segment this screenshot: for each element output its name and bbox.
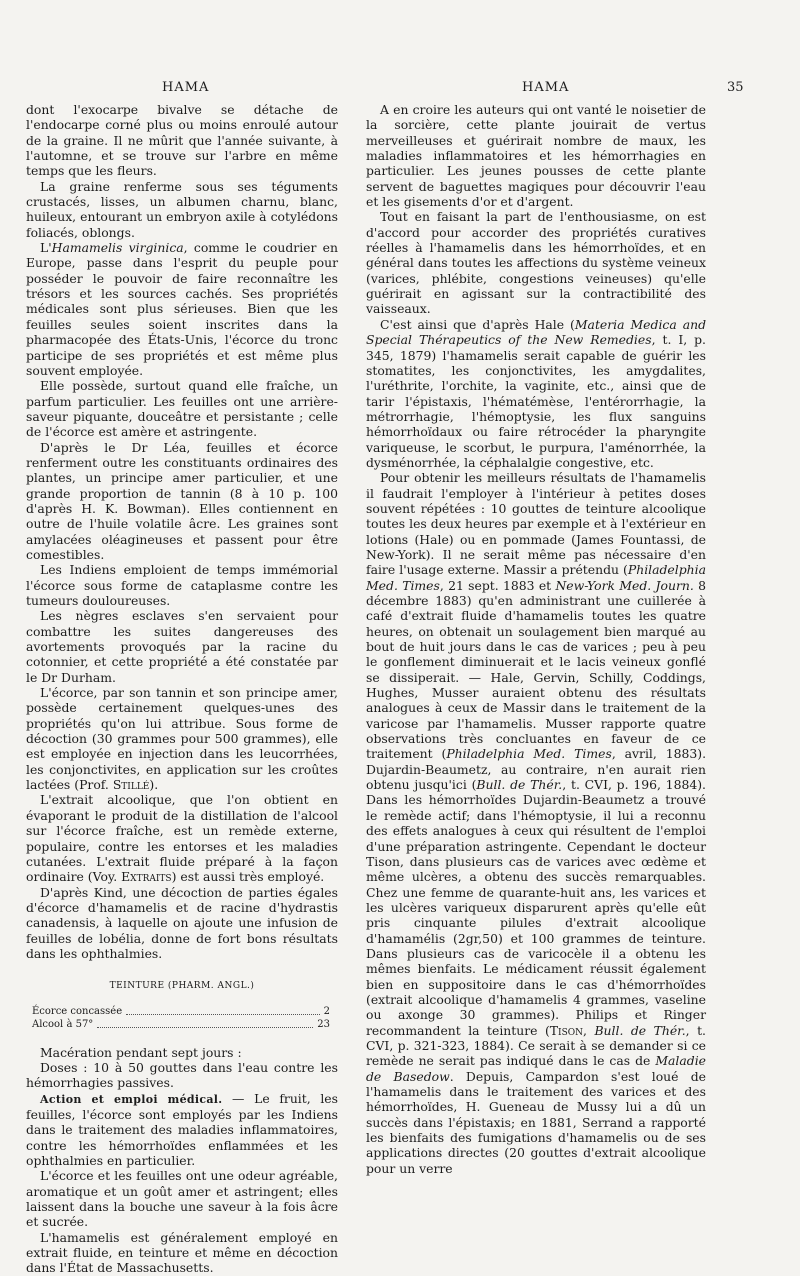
text-run: L'extrait alcoolique, que l'on obtient en évaporant le produit de la distillation de l'alcool sur l'écorce fraîche, est un remède externe, populaire, contre les entorses et les maladies cutanées. L'extrait fluide préparé à la façon ordinaire (Voy. xyxy=(26,792,338,885)
text-run: , t. CVI, p. 321-323, 1884). Ce serait à se demander si ce remède ne serait pas indiqué dans le cas de xyxy=(366,1022,706,1069)
paragraph xyxy=(26,685,338,792)
citation-title: New-York Med. Journ. xyxy=(555,577,694,593)
text-run: C'est ainsi que d'après Hale ( xyxy=(380,316,575,332)
author-name: Tison xyxy=(549,1022,584,1038)
citation-title: Philadelphia Med. Times xyxy=(446,746,612,762)
spacer xyxy=(26,1031,338,1045)
disease-name: Maladie de Basedow xyxy=(366,1053,706,1084)
paragraph: Les Indiens emploient de temps immémorial l'écorce sous forme de cataplasme contre les tumeurs douloureuses. xyxy=(26,562,338,608)
paragraph: Les nègres esclaves s'en servaient pour combattre les suites dangereuses des avortements provoqués par la racine du cotonnier, et cette propriété a été constatée par le Dr Durham. xyxy=(26,608,338,685)
author-name: Stillé xyxy=(112,777,150,793)
text-run: , t. I, p. 345, 1879) l'hamamelis serait capable de guérir les stomatites, les conjonctivites, les amygdalites, l'uréthrite, l'orchite, la vaginite, etc., ainsi que de tarir l'épistaxis, l'hématémèse, l'entérorrhagie, la métrorrhagie, l'hémoptysie, les flux sanguins hémorrhoïdaux ou faire rétrocéder la pharyngite variqueuse, le scorbut, le purpura, l'aménorrhée, la dysménorrhée, la céphalalgie congestive, etc. xyxy=(366,332,706,470)
paragraph xyxy=(366,317,706,470)
paragraph xyxy=(26,1091,338,1169)
paragraph: La graine renferme sous ses téguments crustacés, lisses, un albumen charnu, blanc, huileux, entourant un embryon axile à cotylédons foliacés, oblongs. xyxy=(26,178,338,240)
citation-title: Philadelphia Med. Times xyxy=(366,562,706,593)
running-head-right: HAMA xyxy=(522,80,570,95)
recipe-quantity: 23 xyxy=(317,1018,330,1030)
species-name: Hamamelis virginica xyxy=(51,240,184,256)
section-heading: Action et emploi médical. xyxy=(40,1092,223,1106)
text-run: , 21 sept. 1883 et xyxy=(439,577,556,593)
recipe-quantity: 2 xyxy=(323,1005,330,1017)
text-run: L'écorce, par son tannin et son principe amer, possède certainement quelques-unes des propriétés qu'on lui attribue. Sous forme de décoction (30 grammes pour 500 grammes), elle est employée en injection dans les leucorrhées, les conjonctivites, en application sur les croûtes lactées (Prof. xyxy=(26,685,338,793)
paragraph: D'après le Dr Léa, feuilles et écorce renferment outre les constituants ordinaires des plantes, un principe amer particulier, et une grande proportion de tannin (8 à 10 p. 100 d'après H. K. Bowman). Elles contiennent en outre de l'huile volatile âcre. Les graines sont amylacées oléagineuses et passent pour être comestibles. xyxy=(26,439,338,562)
text-run: ) est aussi très employé. xyxy=(171,869,325,885)
paragraph: L'hamamelis est généralement employé en extrait fluide, en teinture et même en décoction dans l'État de Massachusetts. xyxy=(26,1229,338,1276)
recipe-title: TEINTURE (PHARM. ANGL.) xyxy=(109,981,255,992)
text-run: , t. CVI, p. 196, 1884). Dans les hémorrhoïdes Dujardin-Beaumetz a trouvé le remède actif; dans l'hémoptysie, il lui a reconnu des effets analogues à ceux qui résultent de l'emploi d'une préparation astringente. Cependant le docteur Tison, dans plusieurs cas de varices avec œdème et même ulcères, a obtenu des succès remarquables. Chez une femme de quarante-huit ans, les varices et les ulcères variqueux disparurent après qu'elle eût pris cinquante pilules d'extrait alcoolique d'hamamélis (2gr,50) et 100 grammes de teinture. Dans plusieurs cas de varicocèle il a obtenu les mêmes bienfaits. Le médicament réussit également bien en suppositoire dans le cas d'hémorrhoïdes (extrait alcoolique d'hamamelis 4 grammes, vaseline ou axonge 30 grammes). Philips et Ringer recommandent la teinture ( xyxy=(366,777,706,1038)
text-run: , xyxy=(583,1022,595,1038)
paragraph: D'après Kind, une décoction de parties égales d'écorce d'hamamelis et de racine d'hydrastis canadensis, à laquelle on ajoute une infusion de feuilles de lobélia, donne de fort bons résultats dans les ophthalmies. xyxy=(26,884,338,961)
dot-leader xyxy=(126,1005,320,1015)
dot-leader xyxy=(97,1018,313,1028)
paragraph: dont l'exocarpe bivalve se détache de l'endocarpe corné plus ou moins enroulé autour de la graine. Il ne mûrit que l'année suivante, à l'automne, et se trouve sur l'arbre en même temps que les fleurs. xyxy=(26,102,338,179)
right-column xyxy=(366,102,706,1176)
cross-reference: Extraits xyxy=(121,869,172,885)
text-run: ). xyxy=(149,777,159,793)
paragraph: Elle possède, surtout quand elle fraîche, un parfum particulier. Les feuilles ont une arrière-saveur piquante, douceâtre et persistante ; celle de l'écorce est amère et astringente. xyxy=(26,378,338,440)
text-run: . Depuis, Campardon s'est loué de l'hamamelis dans le traitement des varices et des hémorrhoïdes, H. Gueneau de Mussy lui a dû un succès dans l'épistaxis; en 1881, Serrand a rapporté les bienfaits des fumigations d'hamamelis ou de ses applications directes (20 gouttes d'extrait alcoolique pour un verre xyxy=(366,1068,706,1176)
recipe-item: Alcool à 57° xyxy=(32,1018,94,1030)
citation-title: Bull. de Thér. xyxy=(476,777,563,793)
left-column xyxy=(26,102,338,1276)
recipe-item: Écorce concassée xyxy=(32,1005,123,1017)
text-run: — Le fruit, les feuilles, l'écorce sont employés par les Indiens dans le traitement des maladies inflammatoires, contre les hémorrhoïdes enflammées et les ophthalmies en particulier. xyxy=(26,1090,338,1168)
text-run: , avril, 1883). Dujardin-Beaumetz, au contraire, n'en aurait rien obtenu jusqu'ici ( xyxy=(366,746,707,793)
paragraph: Doses : 10 à 50 gouttes dans l'eau contre les hémorrhagies passives. xyxy=(26,1059,338,1091)
text-run: Pour obtenir les meilleurs résultats de l'hamamelis il faudrait l'employer à l'intérieur à petites doses souvent répétées : 10 gouttes de teinture alcoolique toutes les deux heures par exemple et à l'extérieur en lotions (Hale) ou en pommade (James Fountassi, de New-York). Il ne serait même pas nécessaire d'en faire l'usage externe. Massir a prétendu ( xyxy=(366,470,706,578)
paragraph xyxy=(26,240,338,378)
paragraph xyxy=(366,470,706,1176)
page-number: 35 xyxy=(727,80,744,95)
text-run: , comme le coudrier en Europe, passe dans l'esprit du peuple pour posséder le pouvoir de faire reconnaître les trésors et les sources cachés. Ses propriétés médicales sont plus sérieuses. Bien que les feuilles seules soient inscrites dans la pharmacopée des États-Unis, l'écorce du tronc participe de ses propriétés et est même plus souvent employée. xyxy=(26,240,338,378)
paragraph: Tout en faisant la part de l'enthousiasme, on est d'accord pour accorder des propriétés curatives réelles à l'hamamelis dans les hémorrhoïdes, et en général dans toutes les affections du système veineux (varices, phlébite, congestions veineuses) qu'elle guérirait en agissant sur la contractibilité des vaisseaux. xyxy=(366,209,706,317)
recipe-row xyxy=(26,1005,338,1018)
paragraph: Macération pendant sept jours : xyxy=(40,1044,242,1060)
paragraph: A en croire les auteurs qui ont vanté le noisetier de la sorcière, cette plante jouirait de vertus merveilleuses et guérirait nombre de maux, les maladies inflammatoires et les hémorrhagies en particulier. Les jeunes pousses de cette plante servent de baguettes magiques pour découvrir l'eau et les gisements d'or et d'argent. xyxy=(366,102,706,210)
paragraph: L'écorce et les feuilles ont une odeur agréable, aromatique et un goût amer et astringent; elles laissent dans la bouche une saveur à la fois âcre et sucrée. xyxy=(26,1168,338,1230)
citation-title: Materia Medica and Special Thérapeutics of the New Remedies xyxy=(366,316,707,348)
paragraph xyxy=(26,792,338,884)
running-head-left: HAMA xyxy=(162,80,210,95)
text-run: L' xyxy=(40,240,52,256)
recipe-row xyxy=(26,1018,338,1031)
text-run: 8 décembre 1883) qu'en administrant une cuillerée à café d'extrait fluide d'hamamelis toutes les quatre heures, on obtenait un soulagement bien marqué au bout de huit jours dans le cas de varices ; peu à peu le gonflement diminuerait et le lacis veineux gonflé se dissiperait. — Hale, Gervin, Schilly, Coddings, Hughes, Musser auraient obtenu des résultats analogues à ceux de Massir dans le traitement de la varicose par l'hamamelis. Musser rapporte quatre observations très concluantes en faveur de ce traitement ( xyxy=(366,577,706,762)
citation-title: Bull. de Thér. xyxy=(594,1022,686,1038)
